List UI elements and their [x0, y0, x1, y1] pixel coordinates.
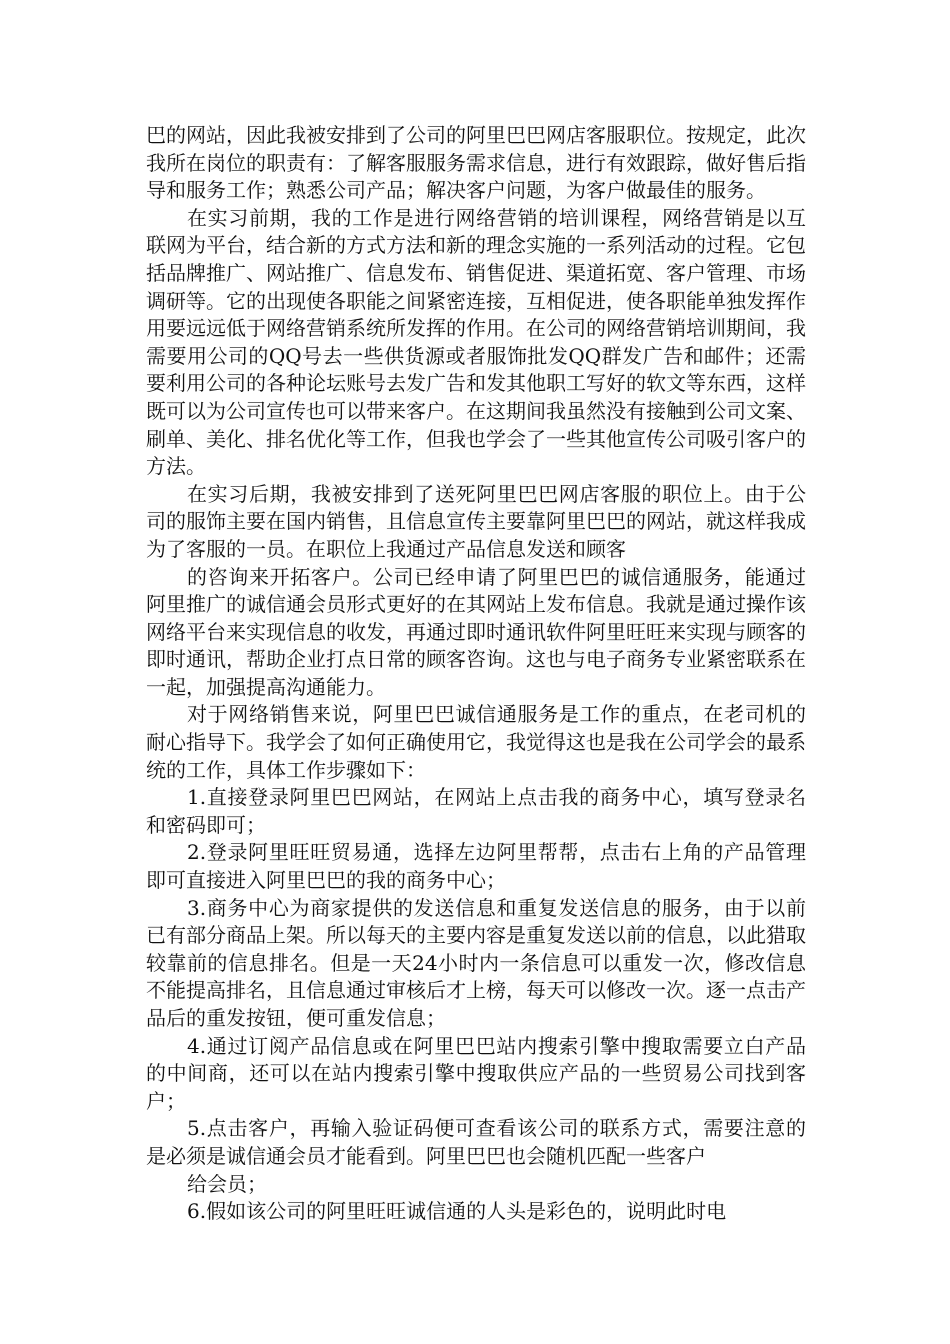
step-5-continued: 给会员； [187, 1171, 267, 1196]
step-1: 1.直接登录阿里巴巴网站，在网站上点击我的商务中心，填写登录名和密码即可； [146, 785, 806, 837]
paragraph-1: 巴的网站，因此我被安排到了公司的阿里巴巴网店客服职位。按规定，此次我所在岗位的职责有：了解客服服务需求信息，进行有效跟踪，做好售后指导和服务工作；熟悉公司产品；解决客户问题，为客户做最佳的服务。 [146, 123, 806, 203]
step-4: 4.通过订阅产品信息或在阿里巴巴站内搜索引擎中搜取需要立白产品的中间商，还可以在站内搜索引擎中搜取供应产品的一些贸易公司找到客户； [146, 1033, 806, 1113]
paragraph-2: 在实习前期，我的工作是进行网络营销的培训课程，网络营销是以互联网为平台，结合新的方式方法和新的理念实施的一系列活动的过程。它包括品牌推广、网站推广、信息发布、销售促进、渠道拓宽、客户管理、市场调研等。它的出现使各职能之间紧密连接，互相促进，使各职能单独发挥作用要远远低于网络营销系统所发挥的作用。在公司的网络营销培训期间，我需要用公司的QQ号去一些供货源或者服饰批发QQ群发广告和邮件；还需要利用公司的各种论坛账号去发广告和发其他职工写好的软文等东西，这样既可以为公司宣传也可以带来客户。在这期间我虽然没有接触到公司文案、刷单、美化、排名优化等工作，但我也学会了一些其他宣传公司吸引客户的方法。 [146, 205, 806, 479]
step-6: 6.假如该公司的阿里旺旺诚信通的人头是彩色的，说明此时电 [187, 1199, 727, 1224]
step-2: 2.登录阿里旺旺贸易通，选择左边阿里帮帮，点击右上角的产品管理即可直接进入阿里巴巴的我的商务中心； [146, 840, 806, 893]
document-page [146, 122, 806, 1226]
paragraph-3: 在实习后期，我被安排到了送死阿里巴巴网店客服的职位上。由于公司的服饰主要在国内销售，且信息宣传主要靠阿里巴巴的网站，就这样我成为了客服的一员。在职位上我通过产品信息发送和顾客 [146, 481, 806, 561]
paragraph-5: 对于网络销售来说，阿里巴巴诚信通服务是工作的重点，在老司机的耐心指导下。我学会了如何正确使用它，我觉得这也是我在公司学会的最系统的工作，具体工作步骤如下： [146, 702, 806, 782]
step-5: 5.点击客户，再输入验证码便可查看该公司的联系方式，需要注意的是必须是诚信通会员才能看到。阿里巴巴也会随机匹配一些客户 [146, 1116, 806, 1168]
paragraph-4: 的咨询来开拓客户。公司已经申请了阿里巴巴的诚信通服务，能通过阿里推广的诚信通会员形式更好的在其网站上发布信息。我就是通过操作该网络平台来实现信息的收发，再通过即时通讯软件阿里旺旺来实现与顾客的即时通讯，帮助企业打点日常的顾客咨询。这也与电子商务专业紧密联系在一起，加强提高沟通能力。 [146, 564, 806, 699]
step-3: 3.商务中心为商家提供的发送信息和重复发送信息的服务，由于以前已有部分商品上架。所以每天的主要内容是重复发送以前的信息，以此猎取较靠前的信息排名。但是一天24小时内一条信息可以重发一次，修改信息不能提高排名，且信息通过审核后才上榜，每天可以修改一次。逐一点击产品后的重发按钮，便可重发信息； [146, 895, 806, 1030]
